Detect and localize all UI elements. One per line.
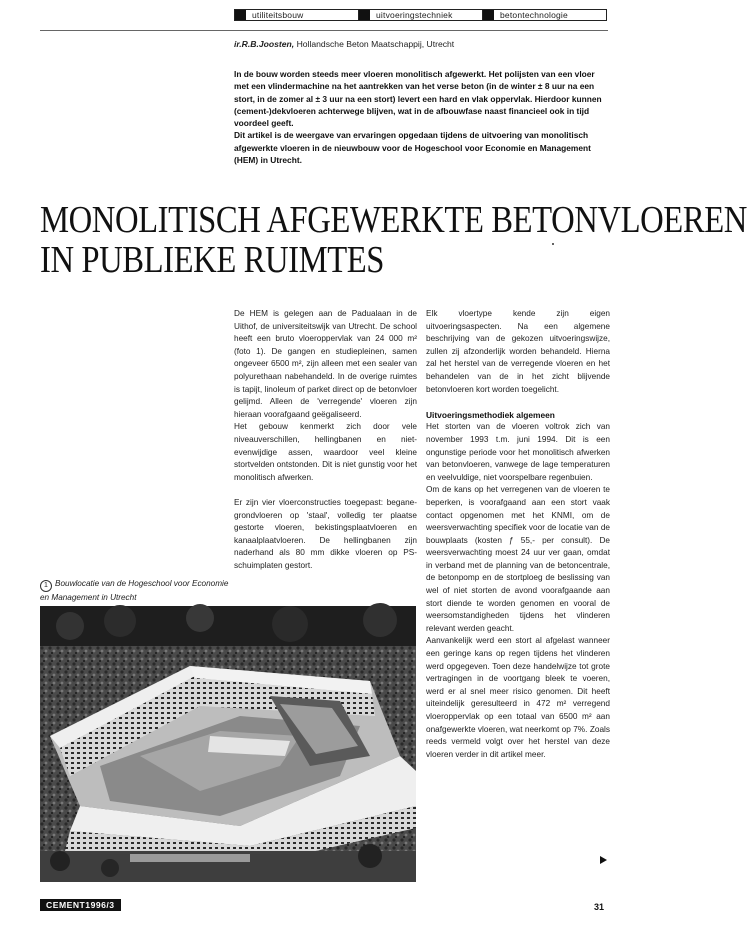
- body-paragraph: Om de kans op het verregenen van de vloeren te beperken, is voorafgaand aan een stort vaak contact opgenomen met het KNMI, om de weersverwachting specifiek voor de locatie van de bouwplaats (kosten ƒ 55,- per consult). De weersverwachting moest 24 uur ver gaan, omdat in verband met de planning van de betoncentrale, de betonpomp en de stortploeg de beslissing van wel of niet storten de avond voorafgaande aan stort diende te worden genomen en vooral de weersomstandigheden tijdens het vlinderen relevant werden geacht.: [426, 485, 610, 633]
- lead-text-1: In de bouw worden steeds meer vloeren monolitisch afgewerkt. Het polijsten van een vloer met een vlindermachine na het aantrekken van het verse beton (in de winter ± 8 uur na een stort, in de zomer al ± 3 uur na een stort) levert een hard en vlak oppervlak. Hierdoor kunnen (cement-)dekvloeren achterwege blijven, wat in de afbouwfase naast financieel ook in tijd voordeel geeft.: [234, 69, 602, 129]
- lead-paragraph: [234, 68, 606, 166]
- author-affiliation: Hollandsche Beton Maatschappij, Utrecht: [296, 39, 455, 49]
- aerial-photo: [40, 606, 416, 882]
- section-heading: Uitvoeringsmethodiek algemeen: [426, 409, 555, 420]
- tab-betontechnologie: [482, 10, 606, 20]
- author-line: [234, 39, 454, 49]
- body-paragraph: De HEM is gelegen aan de Padualaan in de Uithof, de universiteitswijk van Utrecht. De school heeft een bruto vloeroppervlak van 24 000 m² (foto 1). De gangen en studiepleinen, samen ongeveer 6500 m², zijn alleen met een sealer van polyurethaan nabehandeld. In de overige ruimtes is tapijt, linoleum of parket direct op de betonvloer gelijmd. Alleen de 'verregende' vloeren zijn hieraan voorafgaand geëgaliseerd.: [234, 309, 417, 419]
- body-paragraph: Er zijn vier vloerconstructies toegepast: begane-grondvloeren op 'staal', volledig ter plaatse gestorte vloeren, bekistingsplaatvloeren en kanaalplaatvloeren. De hellingbanen zijn naderhand als 80 mm dikke vloeren op PS-schuimplaten gestort.: [234, 497, 417, 570]
- tab-label: betontechnologie: [500, 10, 568, 20]
- body-paragraph: Het storten van de vloeren voltrok zich van november 1993 t.m. juni 1994. Dit is een ongunstige periode voor het monolitisch afwerken van betonvloeren, vanwege de lage temperaturen en veelvuldige, niet voorspelbare regenbuien.: [426, 422, 610, 482]
- speck: [552, 243, 554, 245]
- author-name: ir.R.B.Joosten,: [234, 39, 295, 49]
- body-paragraph: Het gebouw kenmerkt zich door vele niveauverschillen, hellingbanen en niet-evenwijdige assen, waardoor veel kleine stortvelden ontstonden. Dit is niet gunstig voor het monolitisch afwerken.: [234, 422, 417, 482]
- figure-number-icon: 1: [40, 580, 52, 592]
- caption-title: Bouwlocatie van de Hogeschool voor Economie en Management in Utrecht: [40, 579, 229, 602]
- title-line-1: MONOLITISCH AFGEWERKTE BETONVLOEREN: [40, 199, 747, 241]
- tab-utiliteitsbouw: [235, 10, 358, 20]
- aerial-photo-image: [40, 606, 416, 882]
- body-paragraph: Elk vloertype kende zijn eigen uitvoeringsaspecten. Na een algemene beschrijving van de gekozen uitvoeringswijze, zullen zij afzonderlijk worden behandeld. Hierna zal het herstel van de verregende vloeren en het behandelen van de in het zicht blijvende betonvloeren kort worden toegelicht.: [426, 309, 610, 394]
- title-line-2: IN PUBLIEKE RUIMTES: [40, 239, 385, 281]
- issue-label: CEMENT1996/3: [40, 899, 121, 911]
- tab-uitvoeringstechniek: [358, 10, 482, 20]
- body-column-2: [426, 308, 610, 761]
- tab-marker-icon: [235, 10, 246, 20]
- tab-marker-icon: [359, 10, 370, 20]
- continue-arrow-icon: [600, 856, 607, 864]
- body-column-1: [234, 308, 417, 572]
- tab-label: utiliteitsbouw: [252, 10, 304, 20]
- tab-label: uitvoeringstechniek: [376, 10, 453, 20]
- body-paragraph: Aanvankelijk werd een stort al afgelast wanneer een geringe kans op regen tijdens het vlinderen werd opgegeven. Toen deze handelwijze tot grote vertragingen in de voortgang bleek te voeren, werd er al snel meer risico genomen. Dit heeft uiteindelijk geresulteerd in 472 m² verregend vloeroppervlak op een totaal van 6500 m² aan onafgewerkte vloeren, wat neerkomt op 7%. Zoals reeds vermeld volgt over het herstel van deze vloeren verder in dit artikel meer.: [426, 636, 610, 759]
- tab-marker-icon: [483, 10, 494, 20]
- article-title: [40, 199, 747, 281]
- section-tabs: [234, 9, 607, 21]
- page-number: 31: [594, 902, 605, 912]
- header-rule: [40, 30, 608, 31]
- lead-text-2: Dit artikel is de weergave van ervaringen opgedaan tijdens de uitvoering van monolitisch afgewerkte vloeren in de nieuwbouw voor de Hogeschool voor Economie en Management (HEM) in Utrecht.: [234, 130, 591, 166]
